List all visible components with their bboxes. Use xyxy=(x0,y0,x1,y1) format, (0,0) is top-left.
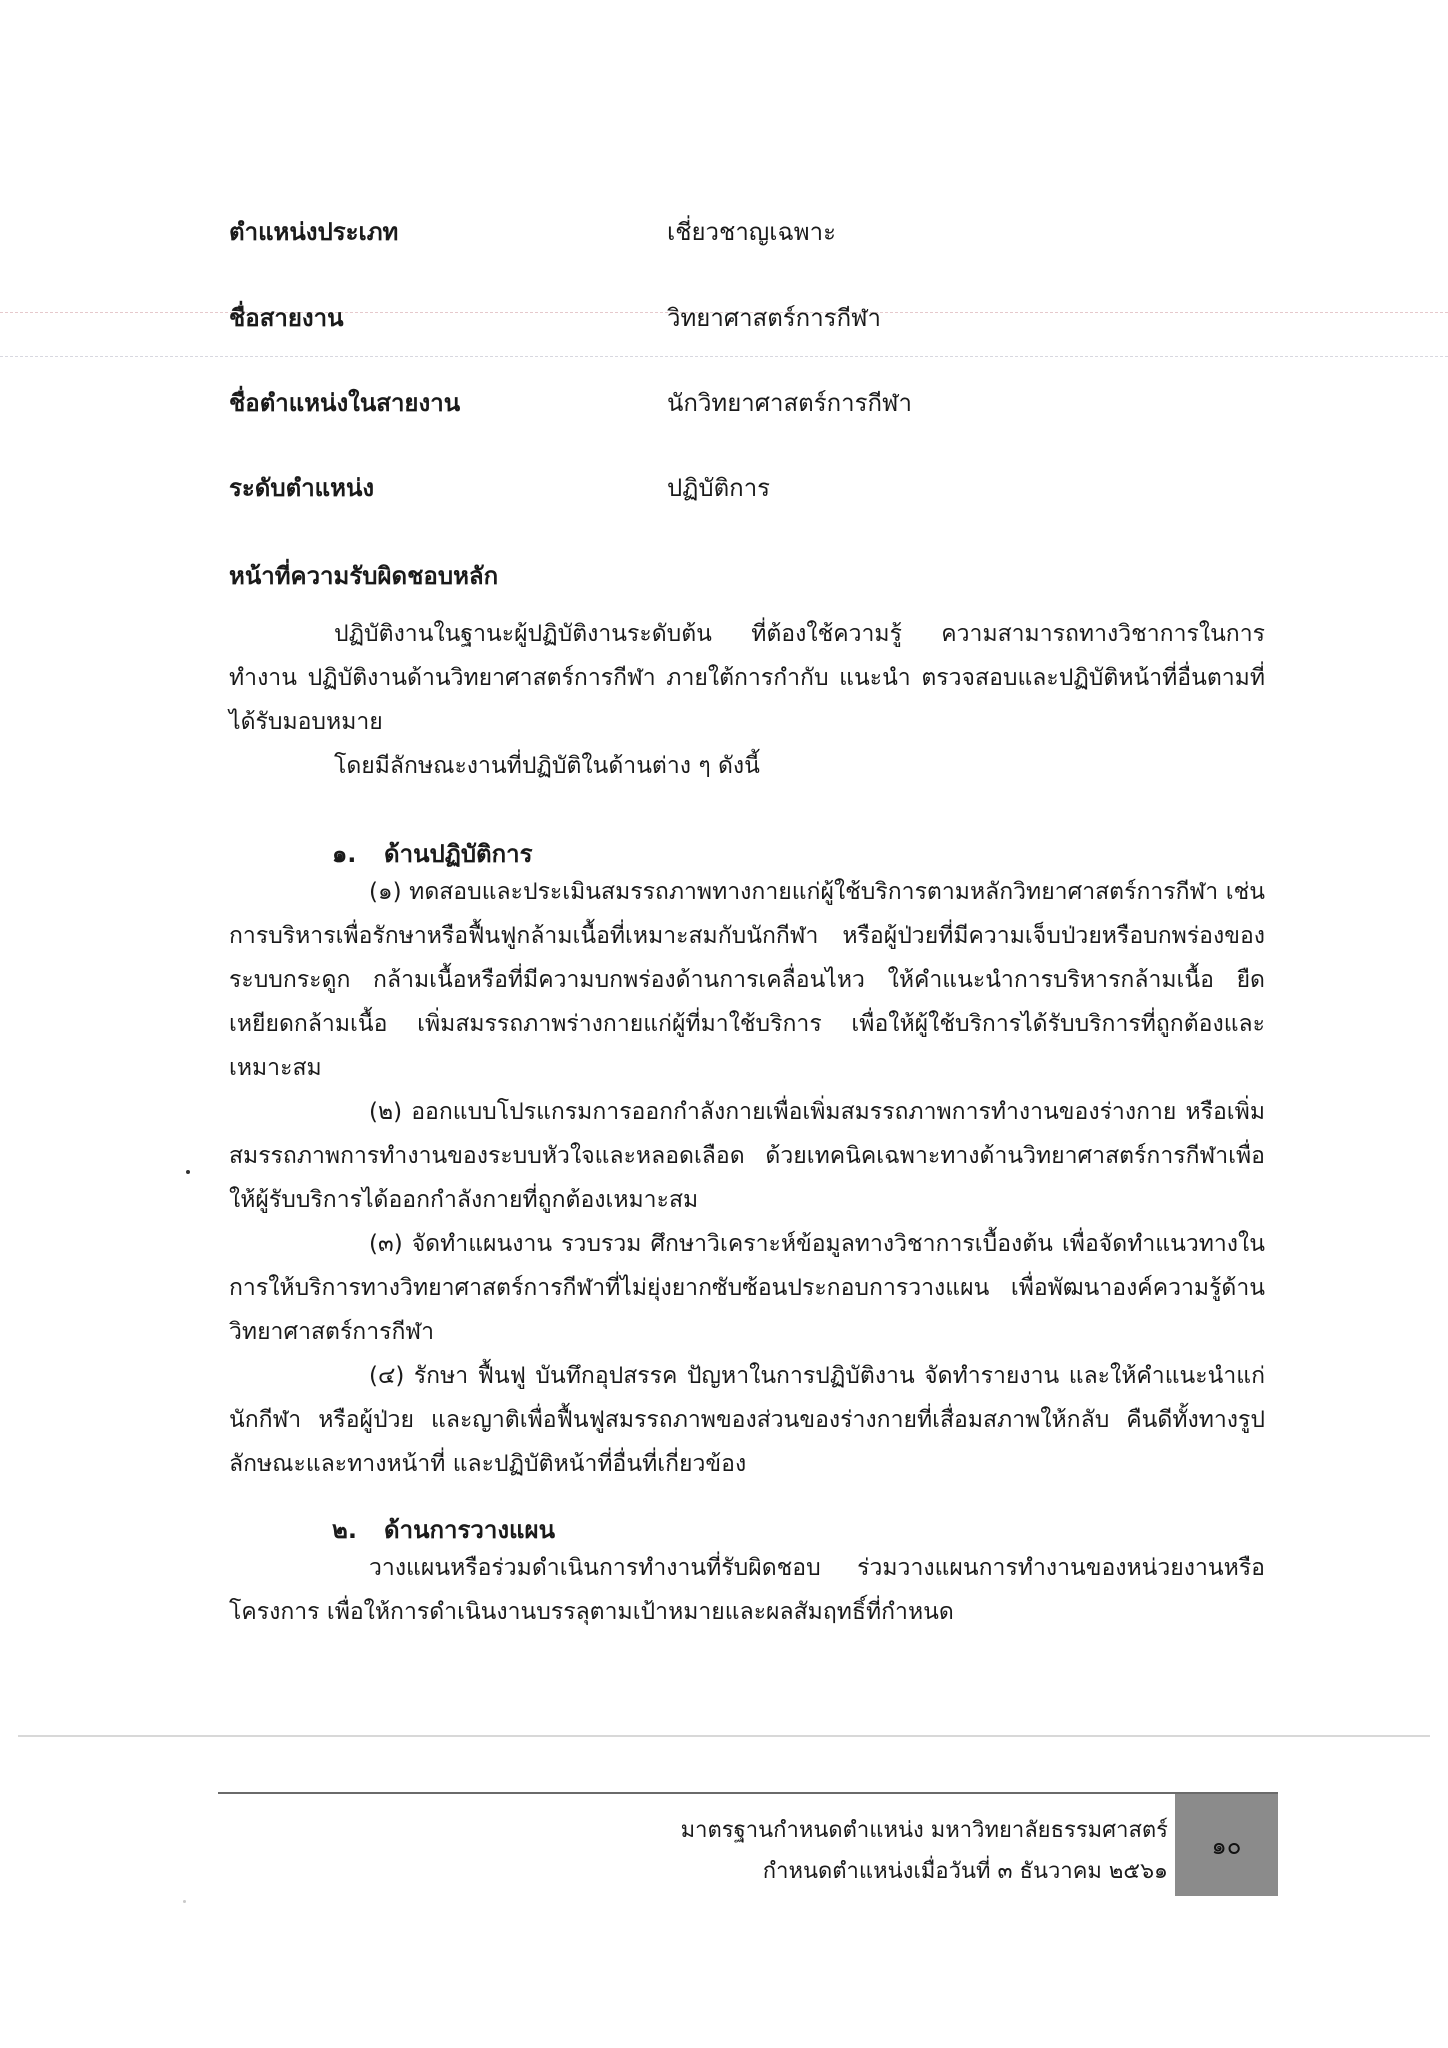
scan-speck xyxy=(186,1170,190,1174)
page-number: ๑๐ xyxy=(1175,1794,1278,1896)
footer-top-rule xyxy=(218,1792,1278,1794)
intro-text-2: โดยมีลักษณะงานที่ปฏิบัติในด้านต่าง ๆ ดังนี้ xyxy=(334,753,760,779)
scan-speck xyxy=(183,1900,186,1903)
intro-text: ปฏิบัติงานในฐานะผู้ปฏิบัติงานระดับต้น ที่ต้องใช้ความรู้ ความสามารถทางวิชาการในการทำงาน ปฏิบัติงานด้านวิทยาศาสตร์การกีฬา ภายใต้การกำกับ แนะนำ ตรวจสอบและปฏิบัติหน้าที่อื่นตามที่ได้รับมอบหมาย xyxy=(229,621,1265,735)
list-item: (๓) จัดทำแผนงาน รวบรวม ศึกษาวิเคราะห์ข้อมูลทางวิชาการเบื้องต้น เพื่อจัดทำแนวทางในการให้บริการทางวิทยาศาสตร์การกีฬาที่ไม่ยุ่งยากซับซ้อนประกอบการวางแผน เพื่อพัฒนาองค์ความรู้ด้านวิทยาศาสตร์การกีฬา xyxy=(229,1231,1265,1345)
footer-divider xyxy=(18,1735,1430,1737)
scan-artifact-line xyxy=(0,356,1448,357)
section-title: ด้านการวางแผน xyxy=(384,1516,555,1544)
intro-paragraph xyxy=(229,612,1265,788)
section-number: ๒. xyxy=(332,1516,357,1544)
section-2-body xyxy=(229,1546,1265,1634)
meta-value: เชี่ยวชาญเฉพาะ xyxy=(667,218,836,246)
duties-heading: หน้าที่ความรับผิดชอบหลัก xyxy=(229,562,499,590)
meta-label: ตำแหน่งประเภท xyxy=(229,218,399,246)
meta-label: ระดับตำแหน่ง xyxy=(229,474,375,502)
meta-label: ชื่อตำแหน่งในสายงาน xyxy=(229,389,461,417)
section-1-heading xyxy=(332,834,533,873)
list-item: (๑) ทดสอบและประเมินสมรรถภาพทางกายแก่ผู้ใช้บริการตามหลักวิทยาศาสตร์การกีฬา เช่น การบริหารเพื่อรักษาหรือฟื้นฟูกล้ามเนื้อที่เหมาะสมกับนักกีฬา หรือผู้ป่วยที่มีความเจ็บป่วยหรือบกพร่องของระบบกระดูก กล้ามเนื้อหรือที่มีความบกพร่องด้านการเคลื่อนไหว ให้คำแนะนำการบริหารกล้ามเนื้อ ยืด เหยียดกล้ามเนื้อ เพิ่มสมรรถภาพร่างกายแก่ผู้ที่มาใช้บริการ เพื่อให้ผู้ใช้บริการได้รับบริการที่ถูกต้องและเหมาะสม xyxy=(229,879,1265,1081)
meta-label: ชื่อสายงาน xyxy=(229,304,344,332)
section-2-heading xyxy=(332,1510,555,1549)
section-title: ด้านปฏิบัติการ xyxy=(384,840,533,868)
meta-value: วิทยาศาสตร์การกีฬา xyxy=(667,304,881,332)
footer-date: กำหนดตำแหน่งเมื่อวันที่ ๓ ธันวาคม ๒๕๖๑ xyxy=(762,1859,1168,1884)
list-item: (๒) ออกแบบโปรแกรมการออกกำลังกายเพื่อเพิ่มสมรรถภาพการทำงานของร่างกาย หรือเพิ่มสมรรถภาพการทำงานของระบบหัวใจและหลอดเลือด ด้วยเทคนิคเฉพาะทางด้านวิทยาศาสตร์การกีฬาเพื่อให้ผู้รับบริการได้ออกกำลังกายที่ถูกต้องเหมาะสม xyxy=(229,1099,1265,1213)
section-2-text: วางแผนหรือร่วมดำเนินการทำงานที่รับผิดชอบ ร่วมวางแผนการทำงานของหน่วยงานหรือโครงการ เพื่อให้การดำเนินงานบรรลุตามเป้าหมายและผลสัมฤทธิ์ที่กำหนด xyxy=(229,1555,1265,1625)
section-number: ๑. xyxy=(332,840,357,868)
meta-value: นักวิทยาศาสตร์การกีฬา xyxy=(667,389,912,417)
list-item: (๔) รักษา ฟื้นฟู บันทึกอุปสรรค ปัญหาในการปฏิบัติงาน จัดทำรายงาน และให้คำแนะนำแก่นักกีฬา หรือผู้ป่วย และญาติเพื่อฟื้นฟูสมรรถภาพของส่วนของร่างกายที่เสื่อมสภาพให้กลับ คืนดีทั้งทางรูปลักษณะและทางหน้าที่ และปฏิบัติหน้าที่อื่นที่เกี่ยวข้อง xyxy=(229,1363,1265,1477)
meta-value: ปฏิบัติการ xyxy=(667,474,771,502)
section-1-items xyxy=(229,870,1265,1486)
footer-standard-title: มาตรฐานกำหนดตำแหน่ง มหาวิทยาลัยธรรมศาสตร์ xyxy=(680,1818,1168,1843)
